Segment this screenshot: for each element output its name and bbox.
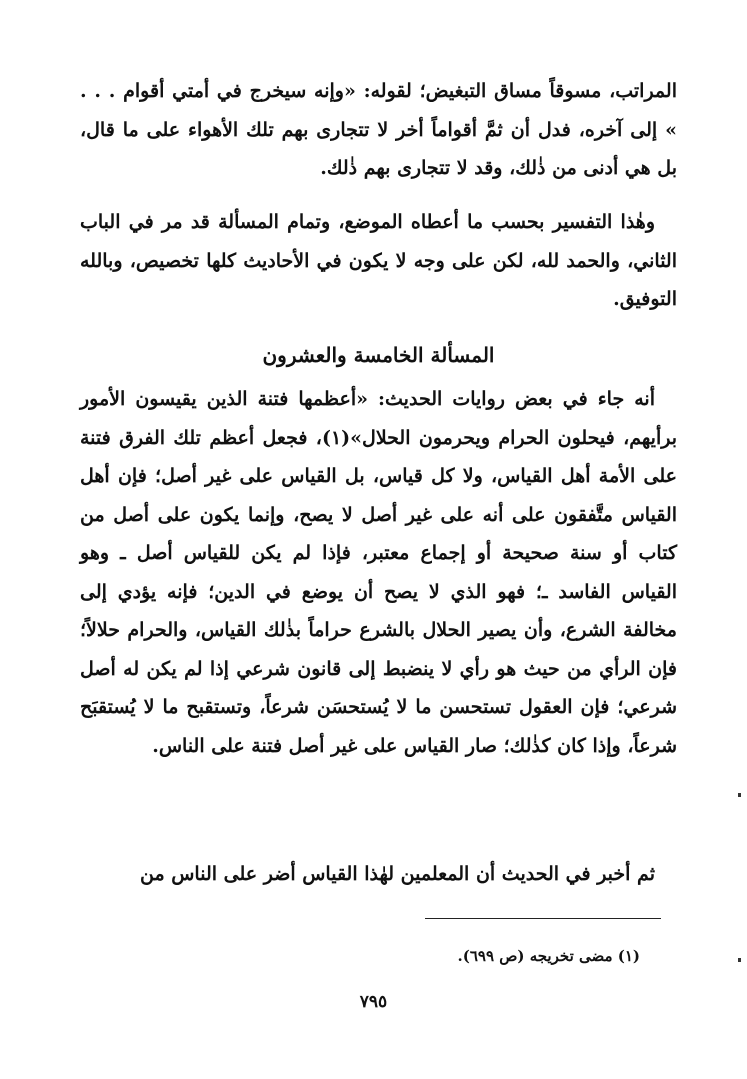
paragraph: أنه جاء في بعض روايات الحديث: «أعظمها فتنة الذين يقيسون الأمور برأيهم، فيحلون الحرام ويحرمون الحلال»(١)، فجعل أعظم تلك الفرق فتنة على الأمة أهل القياس، ولا كل قياس، بل القياس على غير أصل؛ فإن أهل القياس متَّفقون على أنه على غير أصل لا يصح، وإنما يكون على أصل من كتاب أو سنة صحيحة أو إجماع معتبر، فإذا لم يكن للقياس أصل ـ وهو القياس الفاسد ـ؛ فهو الذي لا يصح أن يوضع في الدين؛ فإنه يؤدي إلى مخالفة الشرع، وأن يصير الحلال بالشرع حراماً بذٰلك القياس، والحرام حلالاً؛ فإن الرأي من حيث هو رأي لا ينضبط إلى قانون شرعي إذا لم يكن له أصل شرعي؛ فإن العقول تستحسن ما لا يُستحسَن شرعاً، وتستقبح ما لا يُستقبَح شرعاً، وإذا كان كذٰلك؛ صار القياس على غير أصل فتنة على الناس.	[80, 388, 678, 757]
section-heading: المسألة الخامسة والعشرون	[262, 343, 495, 367]
footnote-divider	[425, 918, 661, 919]
paragraph: المراتب، مسوقاً مساق التبغيض؛ لقوله: «وإنه سيخرج في أمتي أقوام . . . » إلى آخره، فدل أن ثمَّ أقواماً أخر لا تتجارى بهم تلك الأهواء على ما قال، بل هي أدنى من ذٰلك، وقد لا تتجارى بهم ذٰلك.	[80, 80, 677, 179]
paragraph: ثم أخبر في الحديث أن المعلمين لهٰذا القياس أضر على الناس من	[139, 863, 655, 885]
paragraph: وهٰذا التفسير بحسب ما أعطاه الموضع، وتمام المسألة قد مر في الباب الثاني، والحمد لله، لكن على وجه لا يكون في الأحاديث كلها تخصيص، وبالله التوفيق.	[80, 211, 677, 310]
page-number: ٧٩٥	[359, 992, 388, 1012]
scan-mark	[738, 793, 741, 797]
footnote: (١) مضى تخريجه (ص ٦٩٩).	[457, 947, 640, 965]
scan-mark	[738, 958, 741, 962]
